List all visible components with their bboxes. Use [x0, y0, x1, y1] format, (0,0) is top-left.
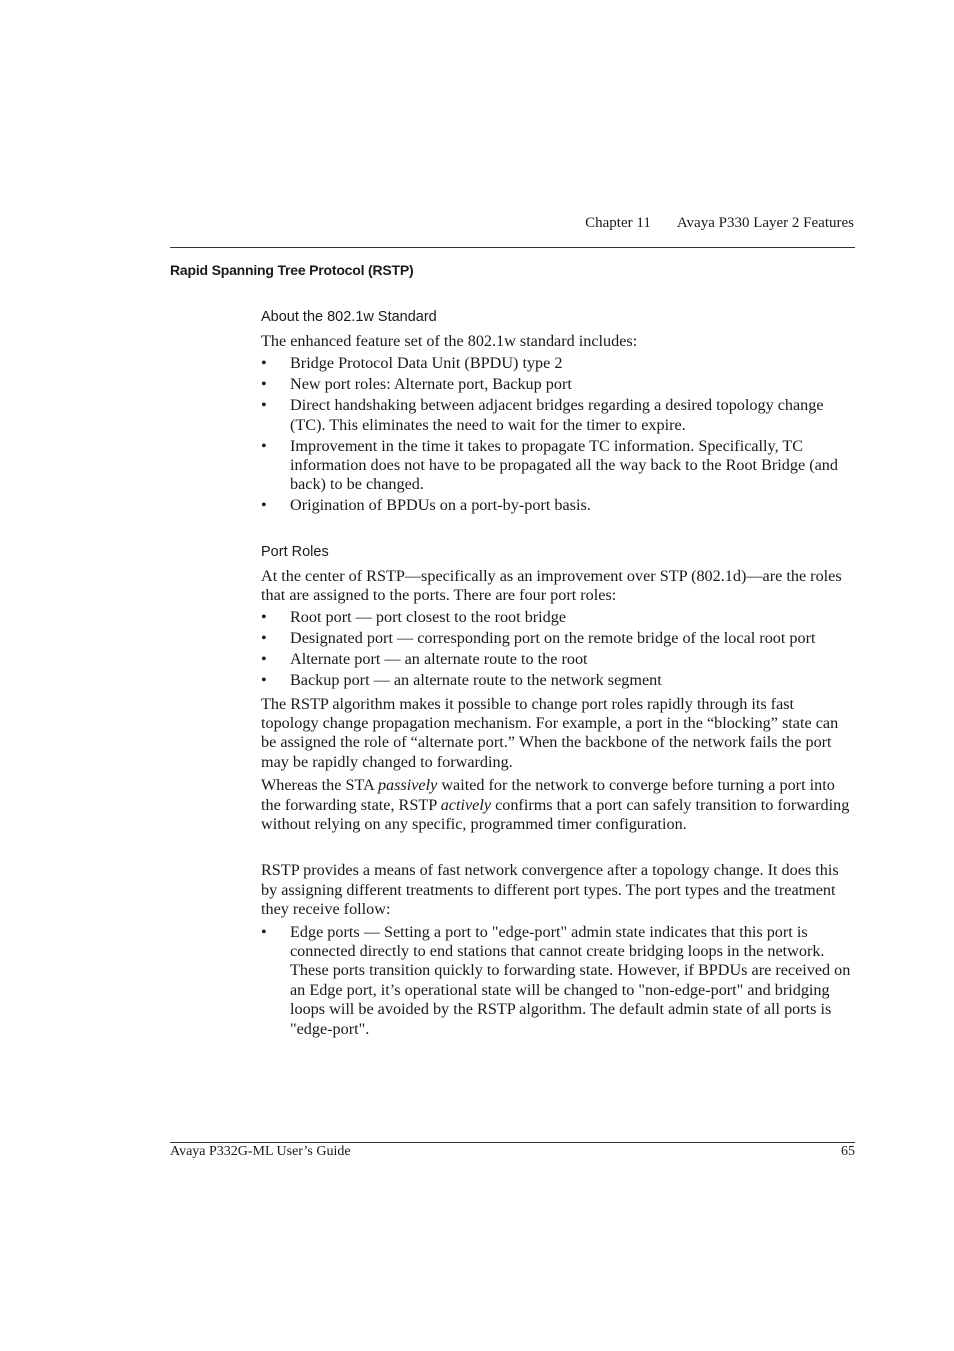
list-item: • Bridge Protocol Data Unit (BPDU) type 2 — [261, 354, 563, 373]
emphasis-actively: actively — [440, 795, 492, 814]
footer-rule — [170, 1142, 855, 1143]
header-rule — [170, 247, 855, 248]
running-header — [170, 215, 854, 232]
chapter-number: Chapter 11 — [585, 215, 651, 231]
list-item: • Edge ports — Setting a port to "edge-port" admin state indicates that this port is connected directly to end stations that cannot create bridging loops in the network. These ports transition quickly to forwarding state. However, if BPDUs are received on an Edge port, it’s operational state will be changed to "non-edge-port" and bridging loops will be avoided by the RSTP algorithm. The default admin state of all ports is "edge-port". — [261, 922, 851, 1038]
bullet-glyph: • — [261, 671, 267, 690]
list-item: • Backup port — an alternate route to the network segment — [261, 671, 662, 690]
port-roles-heading: Port Roles — [261, 543, 329, 560]
port-roles-bullet-list — [261, 608, 855, 690]
list-item: • Origination of BPDUs on a port-by-port basis. — [261, 496, 591, 515]
list-item: • Direct handshaking between adjacent bridges regarding a desired topology change (TC). This eliminates the need to wait for the timer to expire. — [261, 396, 824, 434]
list-item: • Improvement in the time it takes to propagate TC information. Specifically, TC information does not have to be propagated all the way back to the Root Bridge (and back) to be changed. — [261, 436, 838, 494]
bullet-glyph: • — [261, 922, 267, 941]
bullet-glyph: • — [261, 396, 267, 415]
about-intro: The enhanced feature set of the 802.1w standard includes: — [261, 332, 638, 350]
bullet-glyph: • — [261, 650, 267, 669]
port-roles-intro: At the center of RSTP—specifically as an improvement over STP (802.1d)—are the roles that are assigned to the ports. There are four port roles: — [261, 566, 842, 605]
list-item: • Alternate port — an alternate route to the root — [261, 650, 588, 669]
guide-title: Avaya P332G-ML User’s Guide — [170, 1144, 351, 1159]
bullet-glyph: • — [261, 354, 267, 373]
list-item: • Root port — port closest to the root bridge — [261, 608, 567, 627]
bullet-glyph: • — [261, 375, 267, 394]
about-bullet-list — [261, 354, 855, 515]
section-title: Rapid Spanning Tree Protocol (RSTP) — [170, 262, 414, 278]
port-roles-paragraph-1: The RSTP algorithm makes it possible to change port roles rapidly through its fast topology change propagation mechanism. For example, a port in the “blocking” state can be assigned the role of “alternate port.” When the backbone of the network fails the port may be rapidly changed to forwarding. — [261, 694, 839, 771]
convergence-intro: RSTP provides a means of fast network convergence after a topology change. It does this by assigning different treatments to different port types. The port types and the treatment they receive follow: — [261, 861, 839, 919]
about-heading: About the 802.1w Standard — [261, 309, 437, 325]
emphasis-passively: passively — [377, 776, 438, 795]
port-roles-paragraph-2: Whereas the STA passively waited for the network to converge before turning a port into the forwarding state, RSTP actively confirms that a port can safely transition to forwarding without relying on any specific, programmed timer configuration. — [261, 776, 850, 834]
bullet-glyph: • — [261, 629, 267, 648]
page-body — [261, 307, 855, 1041]
list-item: • New port roles: Alternate port, Backup port — [261, 375, 572, 394]
page-number: 65 — [841, 1144, 855, 1159]
bullet-glyph: • — [261, 436, 267, 455]
convergence-bullet-list — [261, 923, 855, 1039]
list-item: • Designated port — corresponding port on the remote bridge of the local root port — [261, 629, 816, 648]
chapter-title: Avaya P330 Layer 2 Features — [676, 215, 854, 231]
bullet-glyph: • — [261, 608, 267, 627]
bullet-glyph: • — [261, 496, 267, 515]
